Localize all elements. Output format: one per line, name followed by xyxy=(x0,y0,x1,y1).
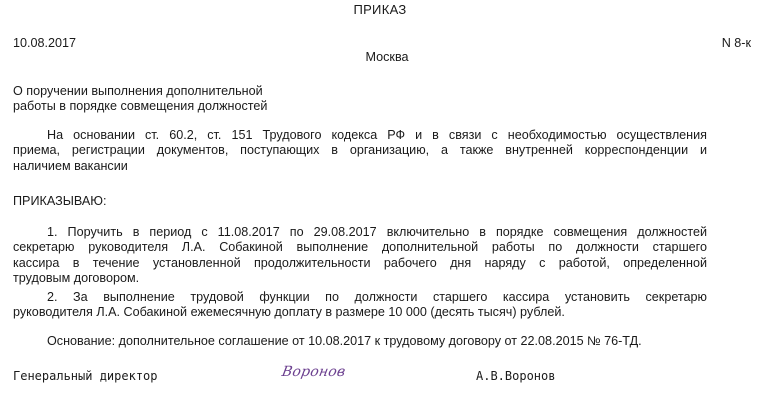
basis-paragraph xyxy=(13,128,707,174)
paragraph-line: трудовым договором. xyxy=(13,271,140,286)
order-subject xyxy=(13,83,267,113)
paragraph-line: руководителя Л.А. Собакиной ежемесячную доплату в размере 10 000 (десять тысяч) рублей. xyxy=(13,305,565,320)
paragraph-line: Основание: дополнительное соглашение от 10.08.2017 к трудовому договору от 22.08.2015 № 76-ТД. xyxy=(47,334,642,348)
paragraph-line: На основании ст. 60.2, ст. 151 Трудового кодекса РФ и в связи с необходимостью осуществления xyxy=(47,128,707,142)
handwritten-signature: Воронов xyxy=(280,364,347,380)
order-number: N 8-к xyxy=(721,36,751,50)
document-title: ПРИКАЗ xyxy=(353,2,407,17)
signatory-name: А.В.Воронов xyxy=(476,369,556,383)
paragraph-line: приема, регистрации документов, поступающих в организацию, а также внутренней корреспонденции и xyxy=(13,143,707,158)
paragraph-line: кассира в течение установленной продолжительности рабочего дня наряду с работой, определенной xyxy=(13,255,707,270)
signatory-position: Генеральный директор xyxy=(13,369,158,383)
order-item-1 xyxy=(13,225,707,287)
order-basis-reference xyxy=(13,334,707,349)
paragraph-line: наличием вакансии xyxy=(13,158,128,173)
order-date: 10.08.2017 xyxy=(13,36,77,50)
subject-line: О поручении выполнения дополнительной xyxy=(13,84,263,98)
paragraph-line: секретарю руководителя Л.А. Собакиной выполнение дополнительной работы по должности старшего xyxy=(13,240,707,255)
order-item-2 xyxy=(13,290,707,321)
order-directive-heading: ПРИКАЗЫВАЮ: xyxy=(13,194,107,208)
paragraph-line: 2. За выполнение трудовой функции по должности старшего кассира установить секретарю xyxy=(47,290,707,304)
subject-line: работы в порядке совмещения должностей xyxy=(13,99,268,113)
paragraph-line: 1. Поручить в период с 11.08.2017 по 29.08.2017 включительно в порядке совмещения должностей xyxy=(47,225,707,239)
order-city: Москва xyxy=(365,50,409,64)
